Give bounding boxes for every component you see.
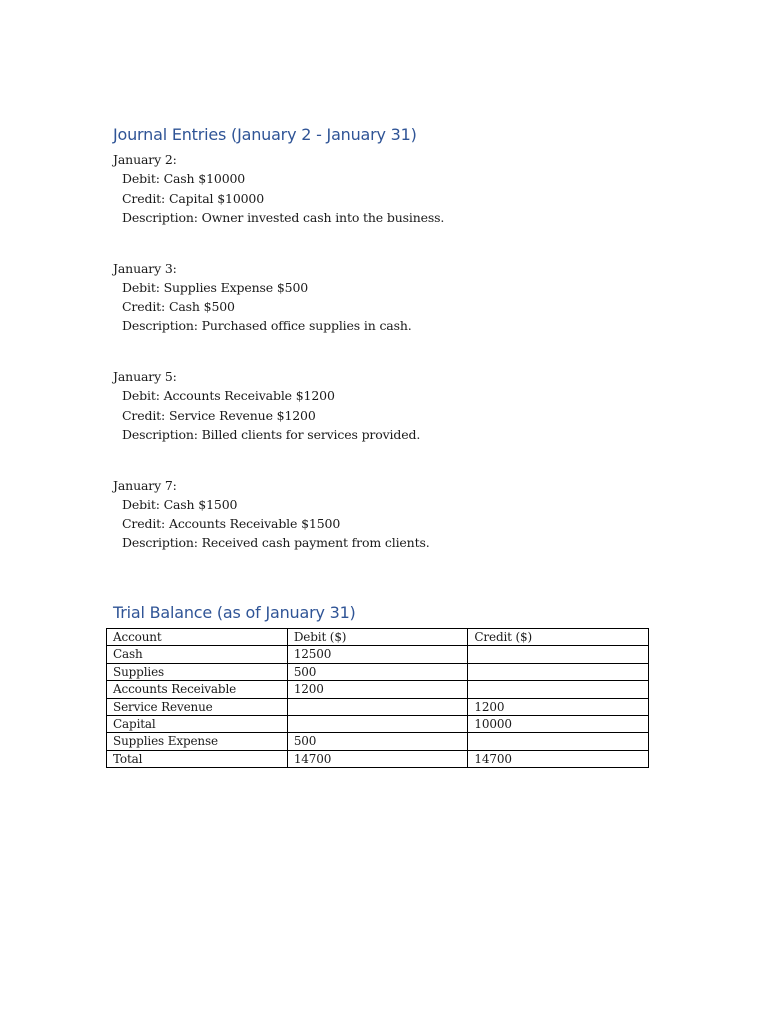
entry-description: Description: Owner invested cash into the business. <box>122 209 445 225</box>
table-row <box>107 681 649 698</box>
debit-cell <box>287 698 468 715</box>
entry-debit: Debit: Cash $1500 <box>122 496 238 512</box>
entry-date: January 3: <box>113 260 177 276</box>
account-cell: Accounts Receivable <box>107 681 288 698</box>
trial-balance-table <box>106 628 649 768</box>
journal-entries-heading: Journal Entries (January 2 - January 31) <box>113 125 417 144</box>
trial-balance-heading: Trial Balance (as of January 31) <box>113 603 356 622</box>
entry-credit: Credit: Service Revenue $1200 <box>122 407 316 423</box>
credit-cell: 14700 <box>468 750 649 767</box>
table-total-row <box>107 750 649 767</box>
table-row <box>107 715 649 732</box>
entry-date: January 5: <box>113 369 177 384</box>
credit-cell <box>468 663 649 680</box>
entry-date: January 2: <box>113 152 177 167</box>
entry-description: Description: Received cash payment from clients. <box>122 535 430 551</box>
account-cell: Cash <box>107 646 288 663</box>
entry-date: January 7: <box>113 477 177 493</box>
entry-debit: Debit: Accounts Receivable $1200 <box>122 388 335 404</box>
debit-cell: 1200 <box>287 681 468 698</box>
entry-credit: Credit: Capital $10000 <box>122 190 265 206</box>
debit-cell: 500 <box>287 733 468 750</box>
debit-cell: 14700 <box>287 750 468 767</box>
credit-cell <box>468 733 649 750</box>
entry-description: Description: Purchased office supplies in cash. <box>122 318 412 334</box>
debit-cell: 12500 <box>287 646 468 663</box>
account-cell: Total <box>107 750 288 767</box>
debit-cell: 500 <box>287 663 468 680</box>
entry-debit: Debit: Supplies Expense $500 <box>122 279 309 295</box>
entry-credit: Credit: Accounts Receivable $1500 <box>122 516 341 532</box>
credit-cell: 10000 <box>468 715 649 732</box>
credit-cell <box>468 646 649 663</box>
credit-cell <box>468 681 649 698</box>
table-row <box>107 646 649 663</box>
table-row <box>107 733 649 750</box>
account-cell: Service Revenue <box>107 698 288 715</box>
table-row <box>107 698 649 715</box>
account-cell: Capital <box>107 715 288 732</box>
journal-entry <box>113 476 673 585</box>
debit-cell <box>287 715 468 732</box>
credit-cell: 1200 <box>468 698 649 715</box>
column-header-account: Account <box>107 629 288 646</box>
table-header-row <box>107 629 649 646</box>
journal-entry <box>113 259 673 368</box>
entry-credit: Credit: Cash $500 <box>122 299 235 315</box>
journal-entries-list <box>113 150 673 584</box>
journal-entry <box>113 367 673 476</box>
journal-entry <box>113 150 673 259</box>
entry-description: Description: Billed clients for services provided. <box>122 426 421 442</box>
column-header-credit: Credit ($) <box>468 629 649 646</box>
table-row <box>107 663 649 680</box>
entry-debit: Debit: Cash $10000 <box>122 171 246 187</box>
column-header-debit: Debit ($) <box>287 629 468 646</box>
account-cell: Supplies Expense <box>107 733 288 750</box>
account-cell: Supplies <box>107 663 288 680</box>
